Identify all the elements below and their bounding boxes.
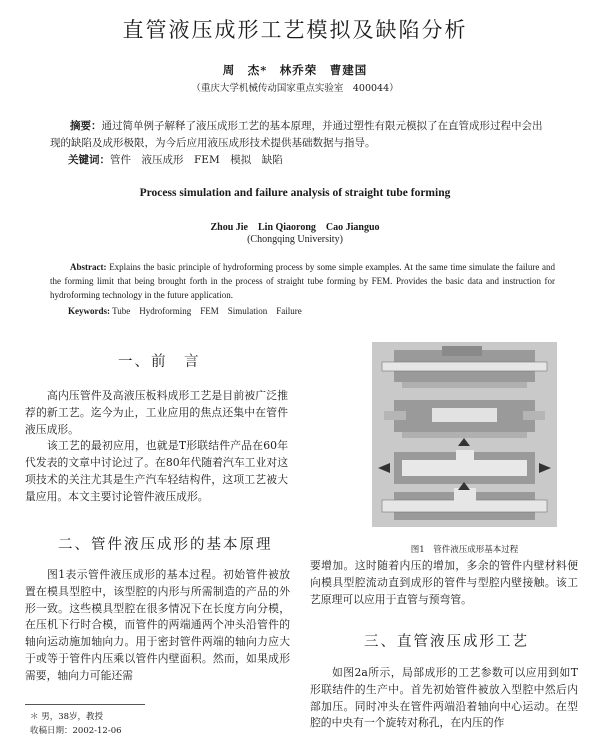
hydroforming-process-illustration bbox=[372, 342, 557, 527]
section2-body bbox=[25, 567, 290, 685]
affiliation: （重庆大学机械传动国家重点实验室 400044） bbox=[191, 83, 399, 94]
authors: 周 杰* 林乔荣 曹建国 bbox=[222, 63, 368, 77]
keywords-en-label: Keywords: bbox=[68, 306, 110, 316]
abstract-cn-text: 通过简单例子解释了液压成形工艺的基本原理，并通过塑性有限元模拟了在直管成形过程中会出现的缺陷及成形极限，为今后应用液压成形技术提供基础数据与指导。 bbox=[50, 120, 543, 149]
keywords-cn-label: 关键词： bbox=[68, 154, 110, 166]
keywords-en bbox=[68, 304, 548, 317]
keywords-cn bbox=[68, 152, 548, 167]
paper-title: 直管液压成形工艺模拟及缺陷分析 bbox=[122, 18, 468, 42]
english-affiliation: (Chongqing University) bbox=[247, 234, 343, 245]
abstract-cn bbox=[50, 118, 550, 152]
abstract-en bbox=[50, 260, 555, 302]
english-title: Process simulation and failure analysis of straight tube forming bbox=[139, 187, 451, 199]
section2-paragraph: 图1表示管件液压成形的基本过程。初始管件被放置在模具型腔中，该型腔的内形与所需制造的产品的外形一致。这些模具型腔在很多情况下在长度方向分模，在压机下行时合模，而管件的两端通两个冲头沿管件的轴向运动施加轴向力。用于密封管件两端的轴向力应大于或等于管件内压乘以管件内壁面积。然而，如果成形需要，轴向力可能还需 bbox=[25, 568, 290, 682]
footnote-received-date: 收稿日期：2002-12-06 bbox=[30, 726, 122, 736]
keywords-cn-text: 管件 液压成形 FEM 模拟 缺陷 bbox=[110, 154, 283, 166]
footnote-divider bbox=[25, 704, 145, 705]
section2-heading: 二、管件液压成形的基本原理 bbox=[58, 537, 273, 553]
section1-body bbox=[25, 388, 288, 506]
section1-paragraph: 高内压管件及高液压板料成形工艺是目前被广泛推荐的新工艺。迄今为止，工业应用的焦点还集中在管件液压成形。 bbox=[25, 389, 288, 436]
keywords-en-text: Tube Hydroforming FEM Simulation Failure bbox=[112, 306, 302, 316]
section3-paragraph: 如图2a所示，局部成形的工艺参数可以应用到如T形联结件的生产中。首先初始管件被放入型腔中然后内部加压。同时冲头在管件两端沿着轴向中心运动。在型腔的中央有一个旋转对称孔，在内压的作 bbox=[310, 666, 578, 730]
abstract-en-text: Explains the basic principle of hydroforming process by some simple examples. At the same time simulate the failure and the forming limit that being brought forth in the process of straight tube forming by FEM. Provides the basic data and instruction for hydroforming technology in the future application. bbox=[50, 262, 556, 300]
section3-body bbox=[310, 665, 578, 732]
english-authors: Zhou Jie Lin Qiaorong Cao Jianguo bbox=[210, 222, 380, 233]
section3-heading: 三、直管液压成形工艺 bbox=[364, 634, 529, 650]
right-column-continuation: 要增加。这时随着内压的增加，多余的管件内壁材料便向模具型腔流动直到成形的管件与型腔内壁接触。该工艺原理可以应用于直管与预弯管。 bbox=[310, 559, 578, 606]
section1-paragraph: 该工艺的最初应用，也就是T形联结件产品在60年代发表的文章中讨论过了。在80年代随着汽车工业对这项技术的关注尤其是生产汽车轻结构件，这项工艺被大量应用。本文主要讨论管件液压成形。 bbox=[25, 439, 288, 503]
footnote-author: ＊ 男，38岁，教授 bbox=[30, 712, 104, 722]
figure-1-caption: 图1 管件液压成形基本过程 bbox=[410, 545, 519, 555]
abstract-en-label: Abstract: bbox=[70, 262, 107, 272]
abstract-cn-label: 摘要： bbox=[70, 120, 102, 132]
figure-1 bbox=[372, 342, 557, 527]
section1-heading: 一、前 言 bbox=[118, 354, 201, 370]
